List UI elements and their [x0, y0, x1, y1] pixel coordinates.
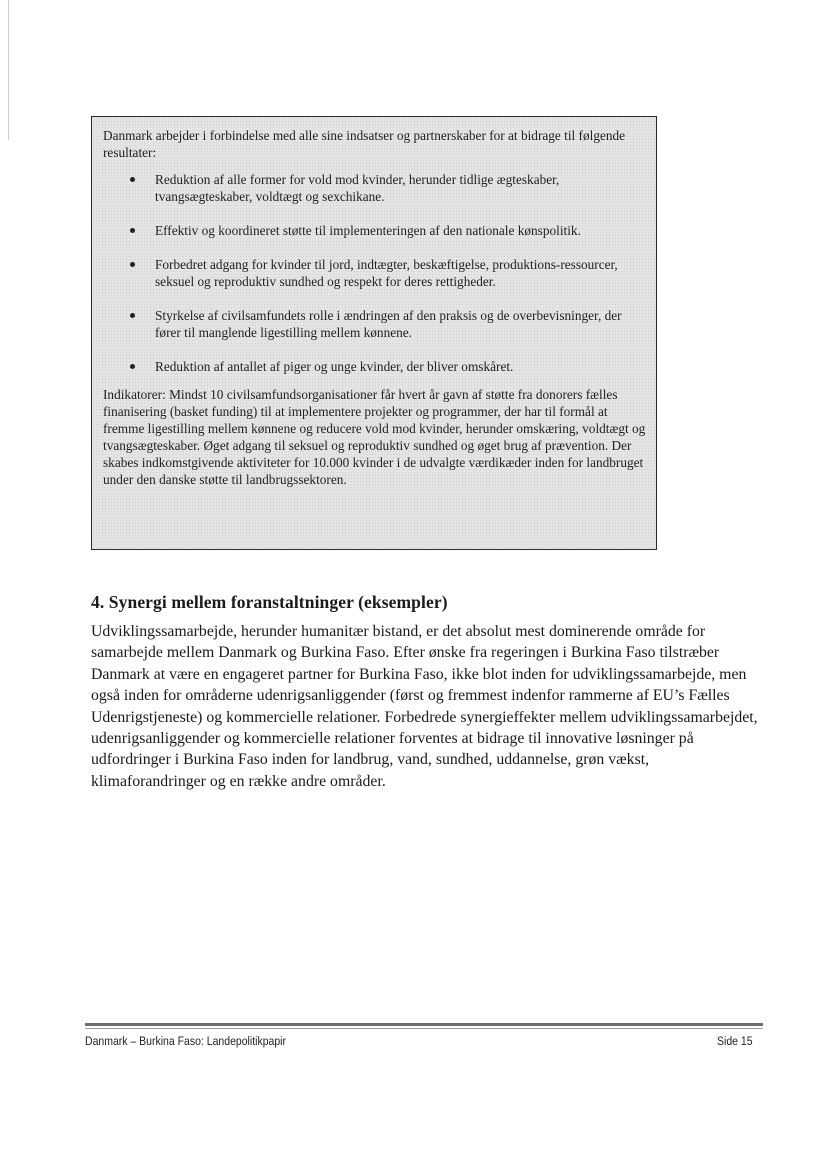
result-item-text: Reduktion af alle former for vold mod kvinder, herunder tidlige ægteskaber, tvangsægteskaber, voldtægt og sexchikane.	[155, 172, 560, 204]
bullet-dot-icon	[130, 364, 135, 369]
footer-document-title: Danmark – Burkina Faso: Landepolitikpapir	[85, 1034, 286, 1048]
scan-edge-line	[8, 0, 9, 140]
results-box	[91, 116, 657, 550]
result-item-text: Reduktion af antallet af piger og unge kvinder, der bliver omskåret.	[155, 359, 514, 374]
footer-rule-thin	[85, 1028, 763, 1029]
footer-page-number: Side 15	[717, 1034, 753, 1048]
result-item-text: Effektiv og koordineret støtte til implementeringen af den nationale kønspolitik.	[155, 223, 581, 238]
bullet-dot-icon	[130, 228, 135, 233]
result-item	[103, 358, 646, 375]
box-intro: Danmark arbejder i forbindelse med alle sine indsatser og partnerskaber for at bidrage til følgende resultater:	[103, 128, 626, 160]
results-list	[103, 171, 646, 375]
indicator-text: Indikatorer: Mindst 10 civilsamfundsorganisationer får hvert år gavn af støtte fra donorers fælles finanisering (basket funding) til at implementere projekter og programmer, der har til formål at fremme ligestilling mellem kønnene og reducere vold mod kvinder, herunder omskæring, voldtægt og tvangsægteskaber. Øget adgang til seksuel og reproduktiv sundhed og øget brug af prævention. Der skabes indkomstgivende aktiviteter for 10.000 kvinder i de udvalgte værdikæder inden for landbruget under den danske støtte til landbrugssektoren.	[103, 387, 646, 487]
section-heading: 4. Synergi mellem foranstaltninger (eksempler)	[91, 592, 448, 612]
result-item-text: Forbedret adgang for kvinder til jord, indtægter, beskæftigelse, produktions-ressourcer, seksuel og reproduktiv sundhed og respekt for deres rettigheder.	[155, 257, 618, 289]
bullet-dot-icon	[130, 262, 135, 267]
footer-rule	[85, 1023, 763, 1026]
bullet-dot-icon	[130, 177, 135, 182]
section-body: Udviklingssamarbejde, herunder humanitær bistand, er det absolut mest dominerende område for samarbejde mellem Danmark og Burkina Faso. Efter ønske fra regeringen i Burkina Faso tilstræber Danmark at være en engageret partner for Burkina Faso, ikke blot inden for udviklingssamarbejde, men også inden for områderne udenrigsanliggender (først og fremmest indenfor rammerne af EU’s Fælles Udenrigstjeneste) og kommercielle relationer. Forbedrede synergieffekter mellem udviklingssamarbejdet, udenrigsanliggender og kommercielle relationer forventes at bidrage til innovative løsninger på udfordringer i Burkina Faso inden for landbrug, vand, sundhed, uddannelse, grøn vækst, klimaforandringer og en række andre områder.	[91, 623, 758, 790]
result-item	[103, 222, 646, 239]
result-item	[103, 171, 646, 205]
result-item	[103, 307, 646, 341]
result-item	[103, 256, 646, 290]
result-item-text: Styrkelse af civilsamfundets rolle i ændringen af den praksis og de overbevisninger, der fører til manglende ligestilling mellem kønnene.	[155, 308, 622, 340]
bullet-dot-icon	[130, 313, 135, 318]
